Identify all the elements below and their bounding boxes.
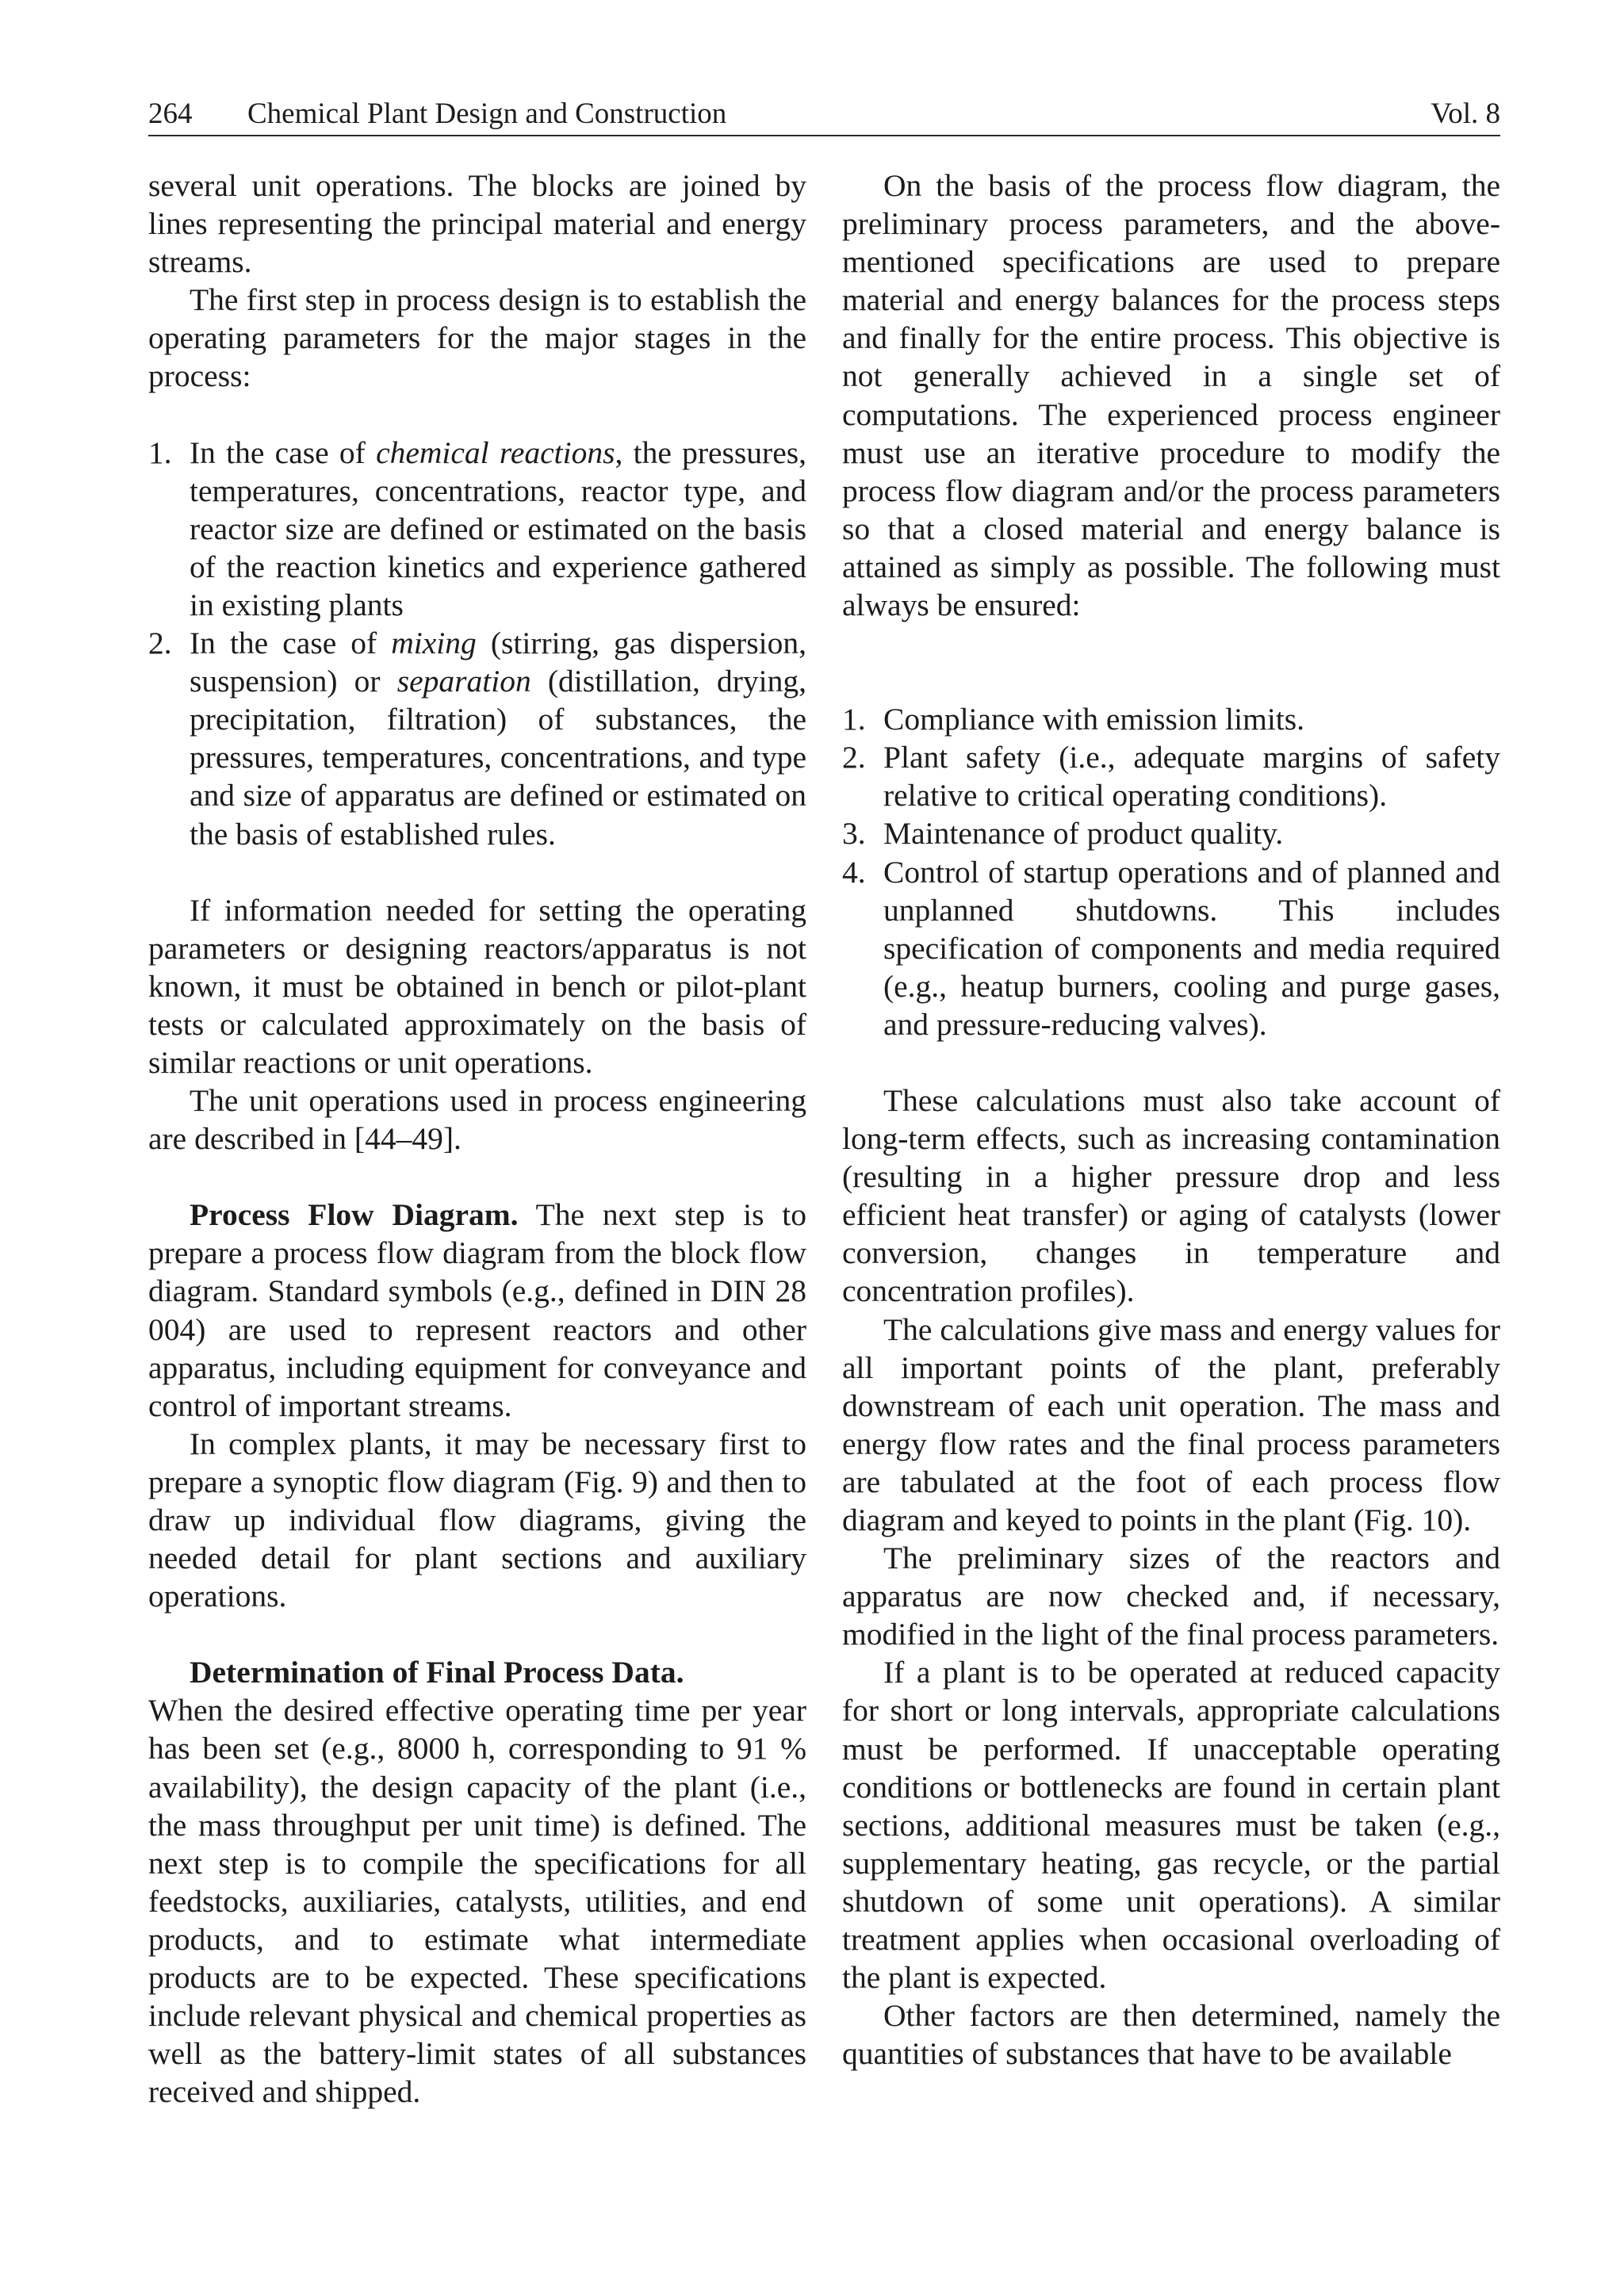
paragraph: The unit operations used in process engineering are described in [44–49]. — [148, 1083, 806, 1157]
list-number: 1. — [148, 434, 172, 470]
paragraph: Other factors are then determined, namely the quantities of substances that have to be available — [842, 1998, 1500, 2072]
emphasis: mixing — [391, 626, 477, 661]
list-item — [842, 853, 1500, 1043]
list-text: In the case of — [190, 434, 377, 470]
spacer — [148, 853, 806, 891]
list-item — [842, 814, 1500, 852]
list-text: Compliance with emission limits. — [883, 702, 1305, 737]
list-text: Maintenance of product quality. — [883, 816, 1284, 852]
paragraph: The calculations give mass and energy values for all important points of the plant, preferably downstream of each unit operation. The mass and energy flow rates and the final process parameters are tabulated at the foot of each process flow diagram and keyed to points in the plant (Fig. 10). — [842, 1311, 1500, 1537]
paragraph: several unit operations. The blocks are joined by lines representing the principal material and energy streams. — [148, 168, 806, 280]
spacer — [842, 1043, 1500, 1081]
list-text: (stirring, gas dispersion, suspension) or — [190, 626, 806, 699]
paragraph: The first step in process design is to establish the operating parameters for the major stages in the process: — [148, 282, 806, 394]
list-text: Control of startup operations and of planned and unplanned shutdowns. This includes specification of components and media required (e.g., heatup burners, cooling and purge gases, and pressure-reducing valves). — [883, 854, 1500, 1042]
list-text: (distillation, drying, precipitation, filtration) of substances, the pressures, temperatures, concentrations, and type and size of apparatus are defined or estimated on the basis of established rules. — [190, 664, 806, 852]
spacer — [842, 624, 1500, 700]
paragraph: On the basis of the process flow diagram, the preliminary process parameters, and the above-mentioned specifications are used to prepare material and energy balances for the process steps and finally for the entire process. This objective is not generally achieved in a single set of computations. The experienced process engineer must use an iterative procedure to modify the process flow diagram and/or the process parameters so that a closed material and energy balance is attained as simply as possible. The following must always be ensured: — [842, 168, 1500, 623]
book-title: Chemical Plant Design and Construction — [247, 98, 727, 130]
list-number: 3. — [842, 816, 866, 852]
right-column — [842, 167, 1500, 2073]
list-text: In the case of — [190, 626, 392, 661]
list-number: 1. — [842, 702, 866, 737]
numbered-list — [148, 434, 806, 853]
spacer — [148, 396, 806, 434]
list-item — [148, 434, 806, 624]
list-text: , the pressures, temperatures, concentrations, reactor type, and reactor size are defined or estimated on the basis of the reaction kinetics and experience gathered in existing plants — [190, 434, 806, 622]
spacer — [148, 1158, 806, 1196]
list-number: 2. — [148, 626, 172, 661]
list-item — [842, 738, 1500, 814]
section-heading-line — [148, 1653, 806, 1691]
list-item — [148, 624, 806, 853]
paragraph-text: The next step is to prepare a process flow diagram from the block flow diagram. Standard symbols (e.g., defined in DIN 28 004) are used to represent reactors and other apparatus, including equipment for conveyance and control of important streams. — [148, 1197, 806, 1423]
paragraph: If information needed for setting the operating parameters or designing reactors/apparatus is not known, it must be obtained in bench or pilot-plant tests or calculated approximately on the basis of similar reactions or unit operations. — [148, 892, 806, 1080]
list-number: 2. — [842, 740, 866, 775]
numbered-list — [842, 700, 1500, 1043]
spacer — [148, 1615, 806, 1653]
left-column — [148, 167, 806, 2111]
list-text: Plant safety (i.e., adequate margins of safety relative to critical operating conditions). — [883, 740, 1500, 813]
paragraph: In complex plants, it may be necessary first to prepare a synoptic flow diagram (Fig. 9) and then to draw up individual flow diagrams, giving the needed detail for plant sections and auxiliary operations. — [148, 1426, 806, 1614]
section-heading: Process Flow Diagram. — [190, 1197, 519, 1233]
page-number: 264 — [148, 98, 193, 130]
volume-label: Vol. 8 — [1431, 98, 1500, 130]
list-item — [842, 700, 1500, 738]
paragraph: If a plant is to be operated at reduced capacity for short or long intervals, appropriate calculations must be performed. If unacceptable operating conditions or bottlenecks are found in certain plant sections, additional measures must be taken (e.g., supplementary heating, gas recycle, or the partial shutdown of some unit operations). A similar treatment applies when occasional overloading of the plant is expected. — [842, 1655, 1500, 1996]
emphasis: chemical reactions — [376, 434, 615, 470]
emphasis: separation — [396, 664, 531, 699]
paragraph — [148, 1196, 806, 1425]
paragraph: These calculations must also take account of long-term effects, such as increasing contamination (resulting in a higher pressure drop and less efficient heat transfer) or aging of catalysts (lower conversion, changes in temperature and concentration profiles). — [842, 1082, 1500, 1309]
section-heading: Determination of Final Process Data. — [190, 1655, 684, 1690]
list-number: 4. — [842, 854, 866, 890]
paragraph: The preliminary sizes of the reactors and apparatus are now checked and, if necessary, modified in the light of the final process parameters. — [842, 1541, 1500, 1652]
paragraph: When the desired effective operating time per year has been set (e.g., 8000 h, corresponding to 91 % availability), the design capacity of the plant (i.e., the mass throughput per unit time) is defined. The next step is to compile the specifications for all feedstocks, auxiliaries, catalysts, utilities, and end products, and to estimate what intermediate products are to be expected. These specifications include relevant physical and chemical properties as well as the battery-limit states of all substances received and shipped. — [148, 1693, 806, 2110]
running-header — [148, 94, 1500, 136]
